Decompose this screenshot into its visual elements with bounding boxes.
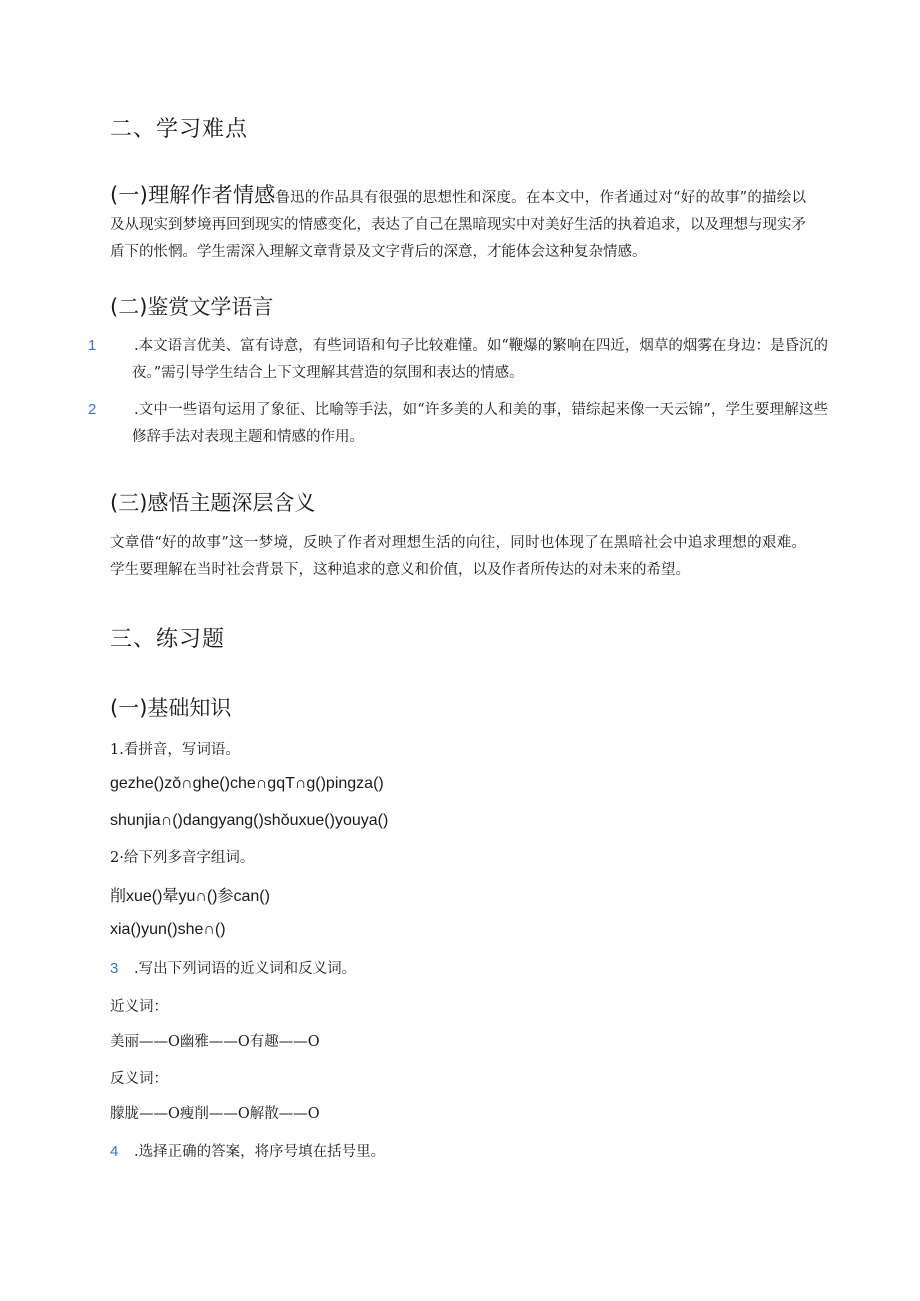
question-number: 3 <box>110 960 119 977</box>
antonym-label: 反义词： <box>110 1071 168 1087</box>
pinyin-line-2: shunjia∩()dangyang()shǒuxue()youya() <box>110 812 389 829</box>
paragraph-text: 鲁迅的作品具有很强的思想性和深度。在本文中，作者通过对“好的故事”的描绘以及从现实到梦境再回到现实的情感变化，表达了自己在黑暗现实中对美好生活的执着追求，以及理想与现实矛盾下的怅惘。学生需深入理解文章背景及文字背后的深意，才能体会这种复杂情感。 <box>110 190 807 260</box>
question-3 <box>110 955 806 983</box>
paragraph-author-emotion <box>110 182 806 266</box>
subheading-theme: (三)感悟主题深层含义 <box>110 491 316 515</box>
section-title-exercises: 三、练习题 <box>110 627 226 652</box>
question-text: .写出下列词语的近义词和反义词。 <box>134 961 357 977</box>
list-number: 2 <box>88 401 97 418</box>
synonym-label: 近义词： <box>110 999 168 1015</box>
section-title-difficulties: 二、学习难点 <box>110 117 249 142</box>
pinyin-line-1: gezhe()zǒ∩ghe()che∩gqT∩g()pingza() <box>110 775 384 792</box>
question-text: .选择正确的答案，将序号填在括号里。 <box>134 1144 386 1160</box>
question-text: 1.看拼音，写词语。 <box>110 742 240 758</box>
subheading-author-emotion: (一)理解作者情感 <box>110 183 276 207</box>
question-1 <box>110 736 806 764</box>
paragraph-theme: 文章借“好的故事”这一梦境，反映了作者对理想生活的向往，同时也体现了在黑暗社会中追求理想的艰难。学生要理解在当时社会背景下，这种追求的意义和价值，以及作者所传达的对未来的希望。 <box>110 535 806 578</box>
list-item <box>88 396 828 451</box>
polyphone-line-2: xia()yun()she∩() <box>110 921 226 938</box>
polyphone-line-1: 削xue()晕yu∩()参can() <box>110 888 270 905</box>
list-item <box>88 332 828 387</box>
subheading-literary-language: (二)鉴赏文学语言 <box>110 295 274 319</box>
subheading-basic-knowledge: (一)基础知识 <box>110 696 232 720</box>
synonym-line: 美丽——O幽雅——O有趣——O <box>110 1034 320 1050</box>
list-item-text: .本文语言优美、富有诗意，有些词语和句子比较难懂。如“鞭爆的繁响在四近，烟草的烟雾在身边：是昏沉的夜。”需引导学生结合上下文理解其营造的氛围和表达的情感。 <box>132 338 828 381</box>
question-2: 2·给下列多音字组词。 <box>110 850 255 866</box>
question-number: 4 <box>110 1143 119 1160</box>
list-item-text: .文中一些语句运用了象征、比喻等手法，如“许多美的人和美的事，错综起来像一天云锦”，学生要理解这些修辞手法对表现主题和情感的作用。 <box>132 402 828 445</box>
list-number: 1 <box>88 337 97 354</box>
question-4 <box>110 1138 806 1166</box>
antonym-line: 朦胧——O瘦削——O解散——O <box>110 1106 320 1122</box>
